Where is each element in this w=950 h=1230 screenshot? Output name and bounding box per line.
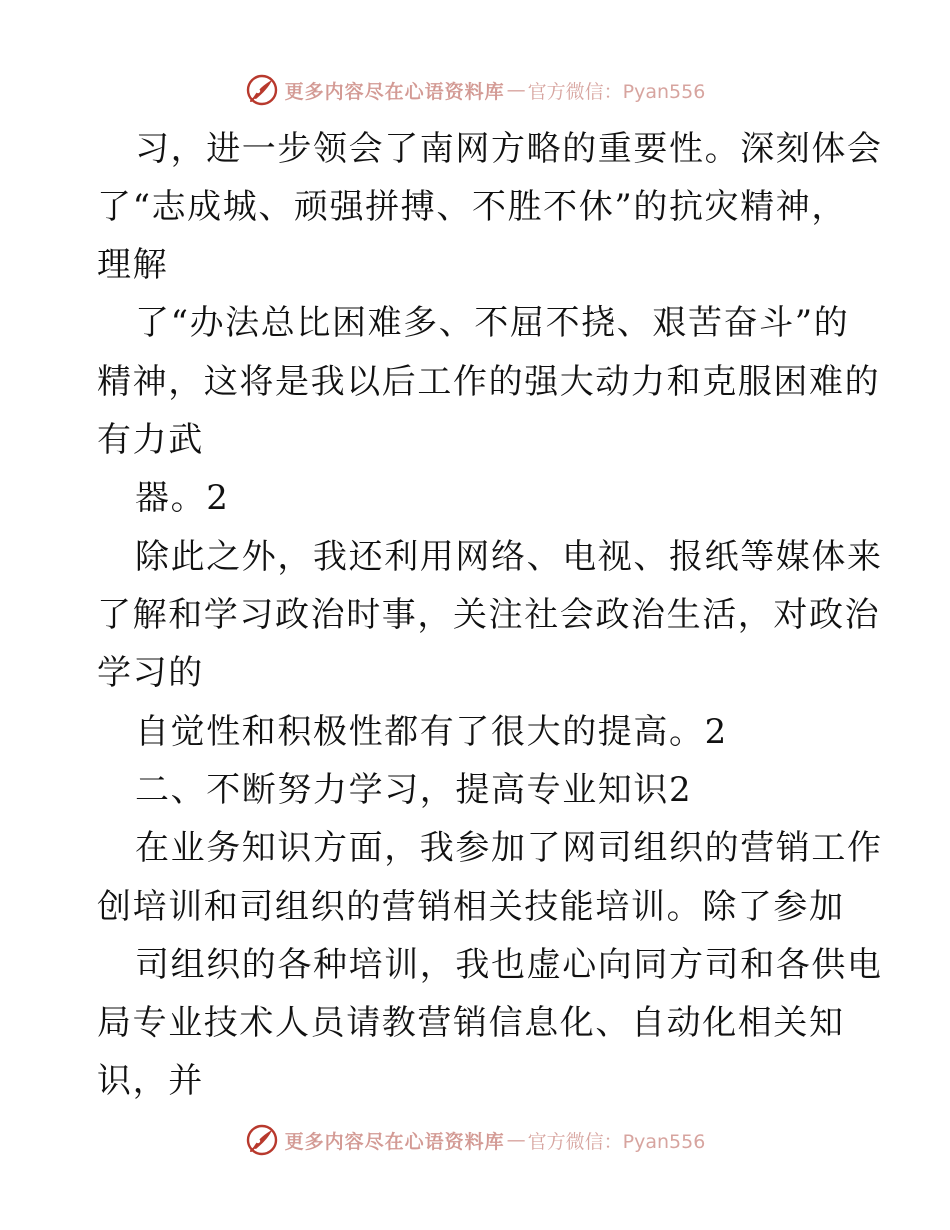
text-line: 司组织的各种培训，我也虚心向同方司和各供电 [135, 945, 883, 985]
text-line: 了“志成城、顽强拼搏、不胜不休”的抗灾精神， [97, 187, 847, 227]
text-line: 精神，这将是我以后工作的强大动力和克服困难的 [97, 362, 881, 402]
text-line: 学习的 [97, 653, 204, 693]
watermark-sub-text: 官方微信：Pyan556 [527, 80, 706, 103]
text-line: 器。2 [135, 478, 230, 518]
text-line: 二、不断努力学习，提高专业知识2 [135, 770, 693, 810]
text-line: 自觉性和积极性都有了很大的提高。2 [135, 712, 728, 752]
text-line: 了“办法总比困难多、不屈不挠、艰苦奋斗”的 [135, 303, 850, 343]
text-line: 除此之外，我还利用网络、电视、报纸等媒体来 [135, 537, 883, 577]
text-line: 识，并 [97, 1061, 204, 1101]
text-line: 习，进一步领会了南网方略的重要性。深刻体会 [135, 129, 883, 169]
quill-pen-circle-icon [245, 1123, 279, 1157]
text-line: 局专业技术人员请教营销信息化、自动化相关知 [97, 1003, 845, 1043]
watermark-dash: — [506, 79, 526, 101]
text-line: 有力武 [97, 420, 204, 460]
text-line: 在业务知识方面，我参加了网司组织的营销工作 [135, 828, 883, 868]
watermark-brand [245, 1123, 706, 1157]
text-line: 创培训和司组织的营销相关技能培训。除了参加 [97, 887, 845, 927]
text-line: 理解 [97, 245, 169, 285]
footer-watermark [0, 1120, 950, 1160]
watermark-main-text: 更多内容尽在心语资料库 [284, 80, 505, 103]
watermark-sub-text: 官方微信：Pyan556 [527, 1130, 706, 1153]
watermark-main-text: 更多内容尽在心语资料库 [284, 1130, 505, 1153]
watermark-dash: — [506, 1129, 526, 1151]
text-line: 了解和学习政治时事，关注社会政治生活，对政治 [97, 595, 881, 635]
